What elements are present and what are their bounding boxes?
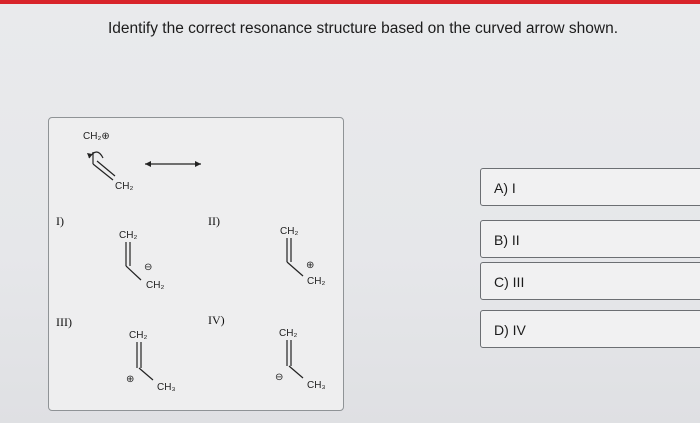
question-text: Identify the correct resonance structure based on the curved arrow shown. <box>108 20 619 37</box>
structure-ii-ch2-label-2: CH₂ <box>307 276 326 287</box>
answer-option-a-label: A) I <box>494 180 516 196</box>
answer-option-c[interactable] <box>480 262 700 300</box>
structure-iii-ch2-label: CH₂ <box>129 330 148 341</box>
structure-ii-plus-label: ⊕ <box>306 260 315 271</box>
structure-iv-ch2-label: CH₂ <box>279 328 298 339</box>
label-structure-iii: III) <box>56 315 72 329</box>
structure-i-bond-c <box>126 266 141 280</box>
structure-iii-bond-c <box>139 368 153 380</box>
resonance-arrow-left-head-icon <box>145 161 151 167</box>
structure-iv-minus-label: ⊖ <box>275 372 284 383</box>
label-structure-ii: II) <box>208 214 220 228</box>
answer-option-a[interactable] <box>480 168 700 206</box>
top-accent-bar <box>0 0 700 4</box>
label-structure-iv: IV) <box>208 313 225 327</box>
top-ch2-label: CH₂ <box>115 181 134 192</box>
resonance-structures-figure <box>49 118 343 410</box>
structure-iv-ch3-label: CH₃ <box>307 380 326 391</box>
answer-option-c-label: C) III <box>494 274 525 290</box>
top-ch2-plus-label: CH₂⊕ <box>83 131 110 142</box>
answer-option-b[interactable] <box>480 220 700 258</box>
structure-ii-bond-c <box>287 262 303 276</box>
structure-i-ch2-label: CH₂ <box>119 230 138 241</box>
answer-option-d-label: D) IV <box>494 322 526 338</box>
structure-iv-bond-c <box>289 366 303 378</box>
structure-i-minus-label: ⊖ <box>144 262 153 273</box>
structures-panel <box>48 117 344 411</box>
structure-ii-ch2-label: CH₂ <box>280 226 299 237</box>
structure-iii-ch3-label: CH₃ <box>157 382 176 393</box>
answer-option-d[interactable] <box>480 310 700 348</box>
label-structure-i: I) <box>56 214 64 228</box>
answer-option-b-label: B) II <box>494 232 520 248</box>
resonance-arrow-right-head-icon <box>195 161 201 167</box>
structure-iii-plus-label: ⊕ <box>126 374 135 385</box>
structure-i-ch2-label-2: CH₂ <box>146 280 165 291</box>
